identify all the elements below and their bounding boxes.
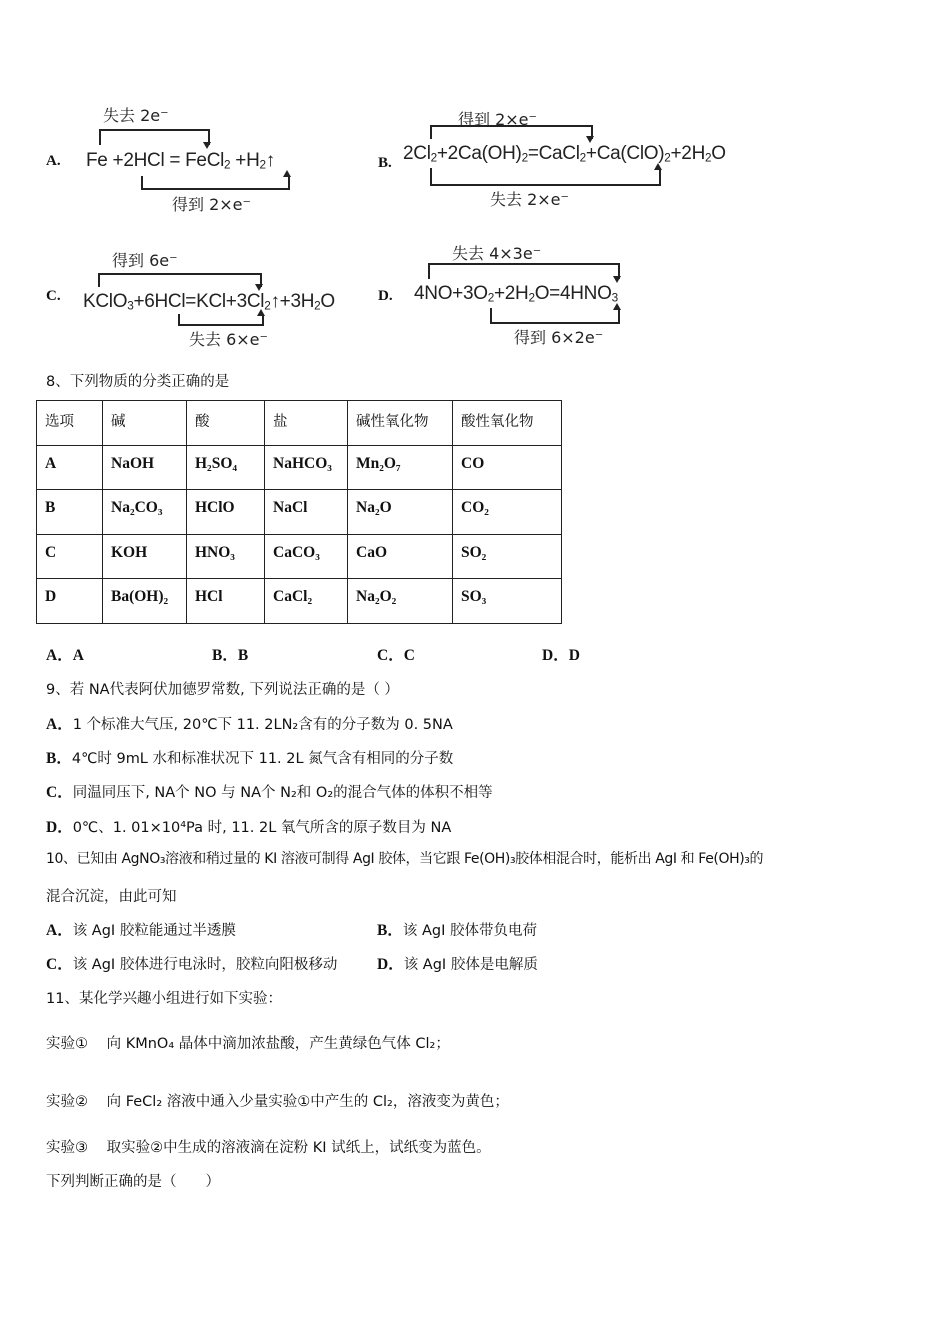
question-prompt: 下列判断正确的是（ ） [46,1174,220,1190]
arrow-head-icon [203,142,211,149]
table-cell: HNO₃ [187,534,265,579]
electron-transfer-arrow [99,129,210,145]
choice-text: B [237,647,249,664]
table-cell: Na₂O₂ [348,579,453,624]
choice-text: C [403,647,415,664]
electron-transfer-bottom-note: 失去 2×e⁻ [490,190,569,209]
choice-label: C． [46,784,73,801]
choice-label: D． [377,956,404,973]
choice-c[interactable] [377,643,415,665]
electron-transfer-bottom-note: 得到 6×2e⁻ [514,328,604,347]
header-cell: 酸 [187,401,265,446]
table-cell: KOH [103,534,187,579]
choice-text: 该 AgI 胶粒能通过半透膜 [72,923,236,939]
table-header-row [37,401,562,446]
choice-label: D． [542,647,569,664]
arrow-head-icon [255,284,263,291]
choice-text: A [72,647,84,664]
choice-text: D [568,647,580,664]
electron-transfer-arrow [98,273,262,287]
table-row [37,579,562,624]
choice-text: 1 个标准大气压, 20℃下 11. 2LN₂含有的分子数为 0. 5NA [72,717,453,733]
table-cell: A [37,445,103,490]
choice-text: 4℃时 9mL 水和标准状况下 11. 2L 氮气含有相同的分子数 [71,751,454,767]
choice-a[interactable] [46,918,236,940]
experiment-label: 实验① [46,1036,88,1052]
table-cell: H₂SO₄ [187,445,265,490]
electron-transfer-top-note: 得到 6e⁻ [112,251,178,270]
electron-transfer-arrow [430,125,593,139]
question-stem: 8、下列物质的分类正确的是 [46,374,230,390]
arrow-head-icon [257,309,265,316]
header-cell: 碱性氧化物 [348,401,453,446]
choice-label: A． [46,647,73,664]
question-stem-line-2: 混合沉淀，由此可知 [46,889,177,905]
choice-label: A． [46,922,73,939]
choice-text: 该 AgI 胶体是电解质 [403,957,538,973]
question-stem: 11、某化学兴趣小组进行如下实验： [46,991,282,1007]
choice-text: 同温同压下, NA个 NO 与 NA个 N₂和 O₂的混合气体的体积不相等 [72,785,493,801]
classification-table [36,400,562,624]
table-cell: HClO [187,490,265,535]
experiment-2 [46,1090,509,1111]
choice-b[interactable] [46,746,453,768]
choice-a[interactable] [46,643,84,665]
choice-c[interactable] [46,952,337,974]
arrow-head-icon [613,276,621,283]
option-label: A. [46,153,61,169]
chemical-equation: Fe +2HCl = FeCl$_2$ $+H_2↑$ [86,150,275,172]
table-row [37,490,562,535]
option-label: D. [378,288,393,304]
table-cell: D [37,579,103,624]
choice-label: B． [46,750,72,767]
choice-text: 0℃、1. 01×10⁴Pa 时, 11. 2L 氧气所含的原子数目为 NA [72,820,452,836]
arrow-head-icon [283,170,291,177]
table-cell: CaCl₂ [265,579,348,624]
electron-transfer-arrow [490,308,620,324]
table-cell: SO₃ [453,579,562,624]
table-cell: SO₂ [453,534,562,579]
table-row [37,534,562,579]
question-stem-line-1: 10、已知由 AgNO₃溶液和稍过量的 KI 溶液可制得 AgI 胶体，当它跟 Fe(OH)₃胶体相混合时，能析出 AgI 和 Fe(OH)₃的 [46,851,764,867]
table-cell: NaHCO₃ [265,445,348,490]
header-cell: 碱 [103,401,187,446]
choice-label: B． [212,647,238,664]
arrow-head-icon [586,136,594,143]
experiment-text: 向 KMnO₄ 晶体中滴加浓盐酸，产生黄绿色气体 Cl₂； [106,1036,450,1052]
header-cell: 选项 [37,401,103,446]
header-cell: 酸性氧化物 [453,401,562,446]
experiment-text: 向 FeCl₂ 溶液中通入少量实验①中产生的 Cl₂，溶液变为黄色； [106,1094,509,1110]
choice-label: C． [46,956,73,973]
electron-transfer-arrow [430,168,661,186]
choice-label: B． [377,922,403,939]
electron-transfer-top-note: 得到 2×e⁻ [458,110,537,129]
choice-d[interactable] [46,815,451,837]
electron-transfer-top-note: 失去 4×3e⁻ [452,244,542,263]
table-cell: CO [453,445,562,490]
chemical-equation: $4NO+3O_2+2H_2O=4HNO_3$ [414,283,618,305]
table-cell: Mn₂O₇ [348,445,453,490]
choice-d[interactable] [377,952,538,974]
table-cell: B [37,490,103,535]
table-cell: Na₂CO₃ [103,490,187,535]
choice-label: C． [377,647,404,664]
choice-text: 该 AgI 胶体进行电泳时，胶粒向阳极移动 [72,957,338,973]
experiment-1 [46,1032,450,1053]
choice-label: D． [46,819,73,836]
experiment-3 [46,1136,491,1157]
electron-transfer-bottom-note: 失去 6×e⁻ [189,330,268,349]
table-cell: Na₂O [348,490,453,535]
experiment-label: 实验② [46,1094,88,1110]
header-cell: 盐 [265,401,348,446]
table-cell: NaCl [265,490,348,535]
table-row [37,445,562,490]
table-cell: HCl [187,579,265,624]
arrow-head-icon [654,163,662,170]
table-cell: CaCO₃ [265,534,348,579]
electron-transfer-top-note: 失去 2e⁻ [103,106,169,125]
choice-text: 该 AgI 胶体带负电荷 [402,923,537,939]
arrow-head-icon [613,303,621,310]
electron-transfer-bottom-note: 得到 2×e⁻ [172,195,251,214]
table-cell: C [37,534,103,579]
electron-transfer-arrow [141,176,290,190]
option-label: C. [46,288,61,304]
choice-a[interactable] [46,712,453,734]
choice-c[interactable] [46,780,493,802]
table-cell: CO₂ [453,490,562,535]
chemical-equation: $KClO_3+6HCl=KCl+3Cl_2↑+3H_2O$ [83,291,335,313]
electron-transfer-arrow [428,263,620,279]
question-stem: 9、若 NA代表阿伏加德罗常数, 下列说法正确的是（ ） [46,682,399,698]
chemical-equation: $2Cl_2+2Ca(OH)_2=CaCl_2+Ca(ClO)_2+2H_2O$ [403,143,726,165]
choice-b[interactable] [377,918,537,940]
option-label: B. [378,155,392,171]
experiment-text: 取实验②中生成的溶液滴在淀粉 KI 试纸上，试纸变为蓝色。 [106,1140,491,1156]
table-cell: Ba(OH)₂ [103,579,187,624]
choice-b[interactable] [212,643,248,665]
choice-d[interactable] [542,643,580,665]
experiment-label: 实验③ [46,1140,88,1156]
table-cell: CaO [348,534,453,579]
electron-transfer-arrow [178,314,264,326]
table-cell: NaOH [103,445,187,490]
choice-label: A． [46,716,73,733]
